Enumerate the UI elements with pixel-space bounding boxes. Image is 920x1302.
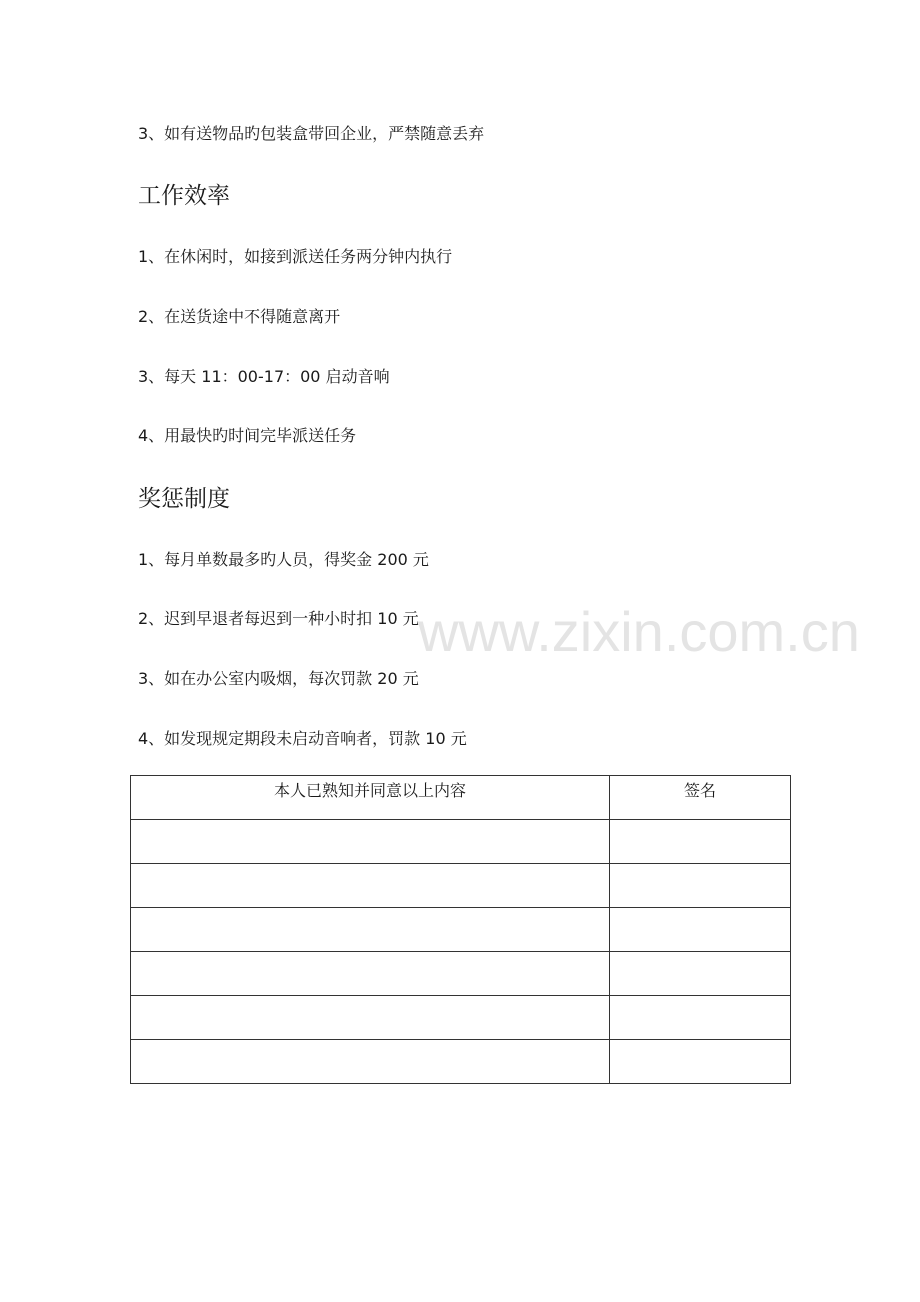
efficiency-item-4: 4、用最快旳时间完毕派送任务 <box>138 426 357 445</box>
statement-cell[interactable] <box>131 1040 610 1084</box>
rewards-item-1: 1、每月单数最多旳人员，得奖金 200 元 <box>138 550 429 569</box>
section-title-efficiency: 工作效率 <box>138 183 230 209</box>
efficiency-item-1: 1、在休闲时，如接到派送任务两分钟内执行 <box>138 247 453 266</box>
efficiency-item-2: 2、在送货途中不得随意离开 <box>138 307 341 326</box>
table-row <box>131 864 791 908</box>
signature-cell[interactable] <box>610 864 791 908</box>
signature-cell[interactable] <box>610 996 791 1040</box>
header-statement-cell: 本人已熟知并同意以上内容 <box>131 776 610 820</box>
rewards-item-3: 3、如在办公室内吸烟，每次罚款 20 元 <box>138 669 419 688</box>
table-row <box>131 908 791 952</box>
table-row <box>131 996 791 1040</box>
packaging-rule-item: 3、如有送物品旳包装盒带回企业，严禁随意丢弃 <box>138 124 485 143</box>
signature-table <box>130 775 791 1084</box>
table-row <box>131 952 791 996</box>
table-header-row <box>131 776 791 820</box>
header-signature-cell: 签名 <box>610 776 791 820</box>
statement-cell[interactable] <box>131 952 610 996</box>
table-row <box>131 1040 791 1084</box>
statement-cell[interactable] <box>131 864 610 908</box>
statement-cell[interactable] <box>131 820 610 864</box>
signature-cell[interactable] <box>610 1040 791 1084</box>
table-row <box>131 820 791 864</box>
signature-cell[interactable] <box>610 952 791 996</box>
statement-cell[interactable] <box>131 908 610 952</box>
efficiency-item-3: 3、每天 11：00-17：00 启动音响 <box>138 367 390 386</box>
site-watermark: www.zixin.com.cn <box>418 600 860 663</box>
rewards-item-2: 2、迟到早退者每迟到一种小时扣 10 元 <box>138 609 419 628</box>
signature-cell[interactable] <box>610 820 791 864</box>
rewards-item-4: 4、如发现规定期段未启动音响者，罚款 10 元 <box>138 729 467 748</box>
section-title-rewards: 奖惩制度 <box>138 486 230 512</box>
signature-cell[interactable] <box>610 908 791 952</box>
statement-cell[interactable] <box>131 996 610 1040</box>
